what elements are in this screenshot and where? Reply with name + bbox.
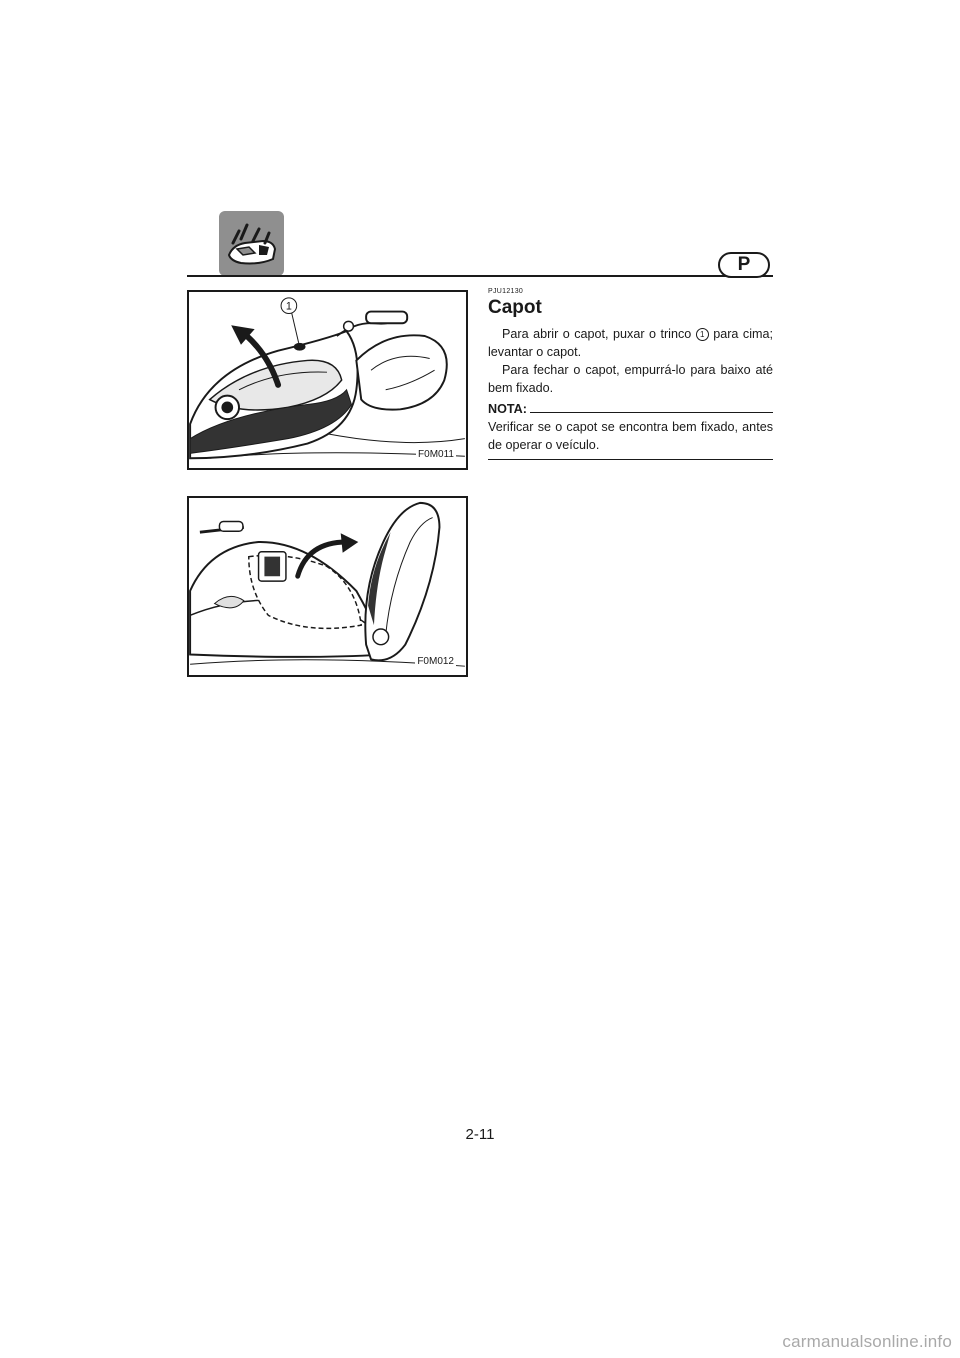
paragraph-close-hood: Para fechar o capot, empurrá-lo para baixo até bem fixado. [488, 363, 773, 395]
section-title: Capot [488, 297, 542, 318]
figure-code: F0M011 [418, 449, 454, 460]
note-rule [530, 412, 773, 413]
page-number: 2-11 [465, 1126, 495, 1143]
reference-marker: 1 [696, 328, 709, 341]
figure-hood-latch [187, 290, 468, 470]
note-label: NOTA: [488, 402, 527, 416]
hood-latch-illustration [189, 292, 466, 468]
figure-hood-open [187, 496, 468, 677]
section-jet-ski-icon [219, 211, 284, 276]
paragraph-open-hood [488, 325, 773, 361]
callout-1: 1 [285, 300, 292, 313]
note-header [488, 401, 773, 417]
jet-ski-icon [219, 211, 284, 276]
section-content [488, 288, 773, 460]
watermark: carmanualsonline.info [782, 1332, 952, 1351]
header-rule [187, 275, 773, 277]
paragraph-text: para cima; levantar o capot. [488, 327, 773, 359]
paragraph-text: Para abrir o capot, puxar o trinco [502, 327, 696, 341]
note-text: Verificar se o capot se encontra bem fixado, antes de operar o veículo. [488, 420, 773, 452]
hood-open-illustration [189, 498, 466, 675]
language-badge: P [718, 252, 770, 278]
figure-code: F0M012 [417, 656, 454, 667]
note-end-rule [488, 459, 773, 460]
doc-code: PJU12130 [488, 288, 524, 295]
